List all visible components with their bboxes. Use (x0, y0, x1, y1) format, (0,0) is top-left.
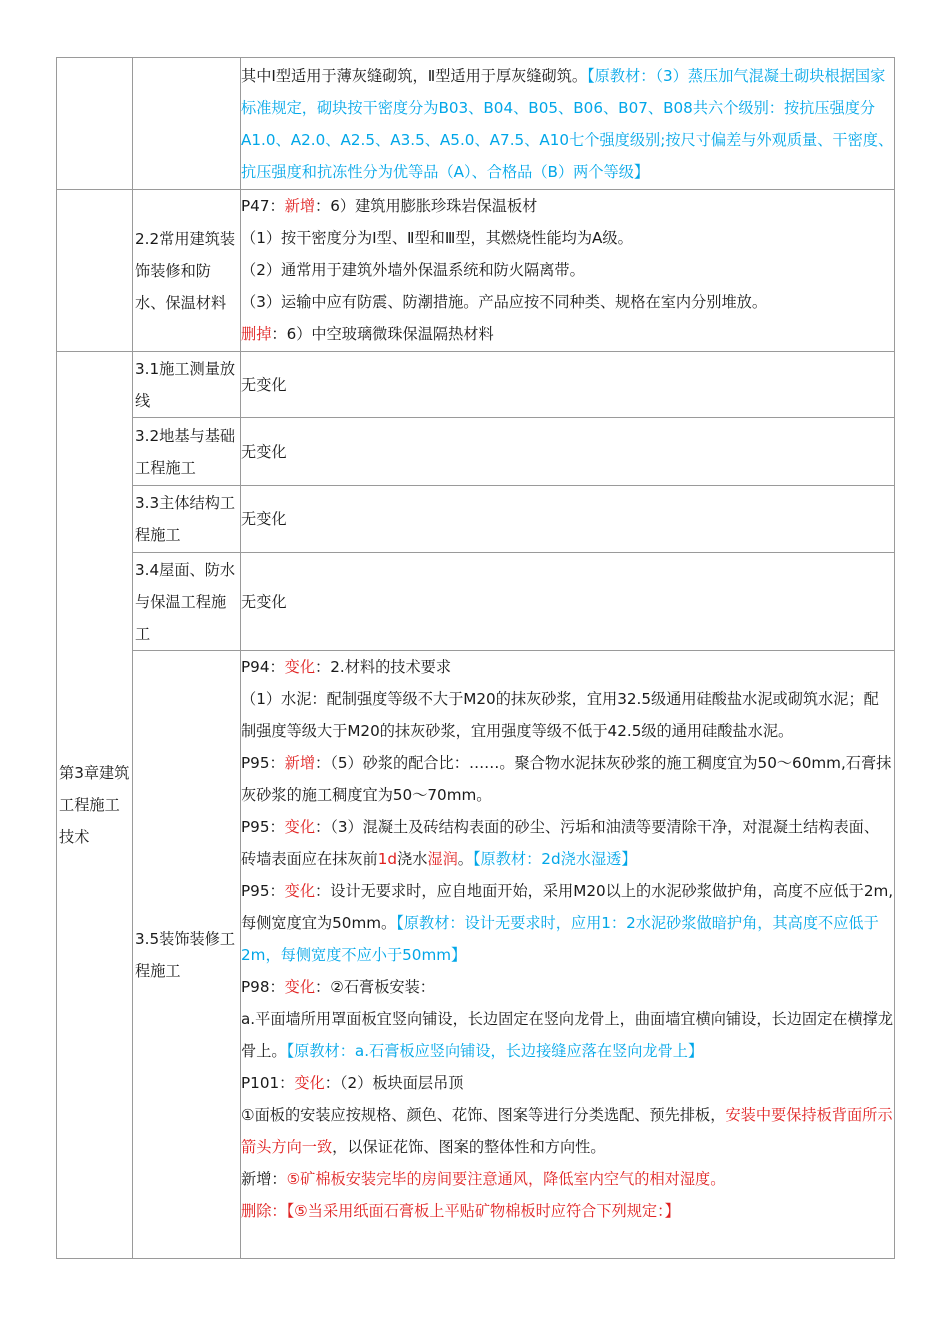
chapter-cell (57, 352, 133, 1259)
text: a.平面墙所用罩面板宜竖向铺设，长边固定在竖向龙骨上，曲面墙宜横向铺设，长边固定在横撑龙骨上。 (241, 1010, 894, 1060)
table-row (57, 58, 895, 190)
change-tag: 变化 (284, 978, 316, 996)
paragraph (241, 651, 894, 683)
content-cell (241, 651, 895, 1259)
text: 浇水 (397, 850, 428, 868)
section-cell (133, 418, 241, 486)
text: 。 (457, 850, 473, 868)
change-tag: 变化 (284, 818, 316, 836)
section-label: 3.5装饰装修工程施工 (135, 929, 236, 980)
paragraph: 无变化 (241, 510, 287, 528)
section-label: 3.2地基与基础工程施工 (135, 426, 236, 477)
original-text-note: 【原教材：设计无要求时，应用1：2水泥砂浆做暗护角，其高度不应低于2m，每侧宽度不应小于50mm】 (241, 914, 879, 964)
paragraph (241, 1067, 894, 1099)
chapter-cell (57, 190, 133, 352)
section-label: 3.1施工测量放线 (135, 359, 236, 410)
highlight-text: 【⑤当采用纸面石膏板上平贴矿物棉板时应符合下列规定：】 (286, 1202, 680, 1220)
original-text-note: 【原教材：a.石膏板应竖向铺设，长边接缝应落在竖向龙骨上】 (286, 1042, 704, 1060)
table-row (57, 190, 895, 352)
text: ：设计无要求时，应自地面开始，采用M20以上的水泥砂浆做护角，高度不应低于2m,每侧宽度宜为50mm。 (241, 882, 894, 932)
text: ：2.材料的技术要求 (315, 658, 452, 676)
page-ref: P47： (241, 197, 285, 215)
table-row (57, 651, 895, 1259)
original-text-note: 【原教材：（3）蒸压加气混凝土砌块根据国家标准规定，砌块按干密度分为B03、B04、B05、B06、B07、B08共六个级别：按抗压强度分A1.0、A2.0、A2.5、A3.5、A5.0、A7.5、A10七个强度级别;按尺寸偏差与外观质量、干密度、抗压强度和抗冻性分为优等品（A）、合格品（B）两个等级】 (241, 67, 894, 181)
paragraph: （1）按干密度分为Ⅰ型、Ⅱ型和Ⅲ型，其燃烧性能均为A级。 (241, 229, 633, 247)
change-tag: 变化 (284, 882, 316, 900)
paragraph: 无变化 (241, 592, 287, 611)
section-cell (133, 190, 241, 352)
highlight-text: 1d (377, 850, 397, 868)
content-cell (241, 486, 895, 553)
section-cell (133, 58, 241, 190)
section-label: 2.2常用建筑装饰装修和防水、保温材料 (135, 229, 236, 312)
section-cell (133, 486, 241, 553)
section-cell (133, 553, 241, 651)
paragraph: 无变化 (241, 375, 287, 394)
text: ：（2）板块面层吊顶 (324, 1074, 464, 1092)
change-tag: 变化 (284, 658, 316, 676)
change-tag: 变化 (294, 1074, 325, 1092)
paragraph (241, 318, 894, 350)
text: 新增： (241, 1170, 287, 1188)
highlight-text: ⑤矿棉板安装完毕的房间要注意通风，降低室内空气的相对湿度。 (286, 1170, 726, 1188)
table-row (57, 352, 895, 418)
paragraph (241, 747, 894, 811)
paragraph (241, 190, 894, 222)
change-table (56, 57, 895, 1259)
page-ref: P95： (241, 818, 285, 836)
table-row (57, 486, 895, 553)
content-cell (241, 58, 895, 190)
text: ①面板的安装应按规格、颜色、花饰、图案等进行分类选配、预先排板， (241, 1106, 726, 1124)
page-ref: P95： (241, 754, 285, 772)
paragraph (241, 1003, 894, 1067)
change-tag: 新增 (284, 197, 316, 215)
content-cell (241, 352, 895, 418)
content-cell (241, 190, 895, 352)
paragraph: （3）运输中应有防震、防潮措施。产品应按不同种类、规格在室内分别堆放。 (241, 293, 768, 311)
paragraph (241, 1163, 894, 1195)
page-ref: P98： (241, 978, 285, 996)
paragraph (241, 1195, 894, 1227)
highlight-text: 安装中要保持板背面所示箭头方向一致 (241, 1106, 893, 1156)
text: ，以保证花饰、图案的整体性和方向性。 (332, 1138, 606, 1156)
table-row (57, 418, 895, 486)
section-label: 3.4屋面、防水与保温工程施工 (135, 560, 236, 643)
paragraph (241, 811, 894, 875)
chapter-cell (57, 58, 133, 190)
content-cell (241, 418, 895, 486)
text: 其中Ⅰ型适用于薄灰缝砌筑，Ⅱ型适用于厚灰缝砌筑。 (241, 67, 588, 85)
section-cell (133, 352, 241, 418)
paragraph: （2）通常用于建筑外墙外保温系统和防火隔离带。 (241, 261, 585, 279)
section-cell (133, 651, 241, 1259)
page-ref: P95： (241, 882, 285, 900)
paragraph: （1）水泥：配制强度等级不大于M20的抹灰砂浆，宜用32.5级通用硅酸盐水泥或砌筑水泥；配制强度等级大于M20的抹灰砂浆，宜用强度等级不低于42.5级的通用硅酸盐水泥。 (241, 690, 879, 740)
content-cell (241, 553, 895, 651)
text: ：6）建筑用膨胀珍珠岩保温板材 (315, 197, 538, 215)
text: ：6）中空玻璃微珠保温隔热材料 (271, 325, 494, 343)
page-ref: P101： (241, 1074, 295, 1092)
page-ref: P94： (241, 658, 285, 676)
highlight-text: 湿润 (427, 850, 458, 868)
chapter-label: 第3章建筑工程施工技术 (59, 764, 130, 846)
text: ：（3）混凝土及砖结构表面的砂尘、污垢和油渍等要清除干净，对混凝土结构表面、砖墙表面应在抹灰前 (241, 818, 880, 868)
paragraph (241, 971, 894, 1003)
paragraph (241, 58, 894, 188)
paragraph: 无变化 (241, 442, 287, 461)
original-text-note: 【原教材：2d浇水湿透】 (472, 850, 637, 868)
text: ：②石膏板安装： (315, 978, 435, 996)
text: ：（5）砂浆的配合比：……。聚合物水泥抹灰砂浆的施工稠度宜为50～60mm,石膏抹灰砂浆的施工稠度宜为50～70mm。 (241, 754, 892, 804)
change-tag: 删除： (241, 1202, 287, 1220)
paragraph (241, 1099, 894, 1163)
change-tag: 删掉 (241, 325, 272, 343)
section-label: 3.3主体结构工程施工 (135, 494, 236, 544)
table-row (57, 553, 895, 651)
change-tag: 新增 (284, 754, 316, 772)
paragraph (241, 875, 894, 971)
